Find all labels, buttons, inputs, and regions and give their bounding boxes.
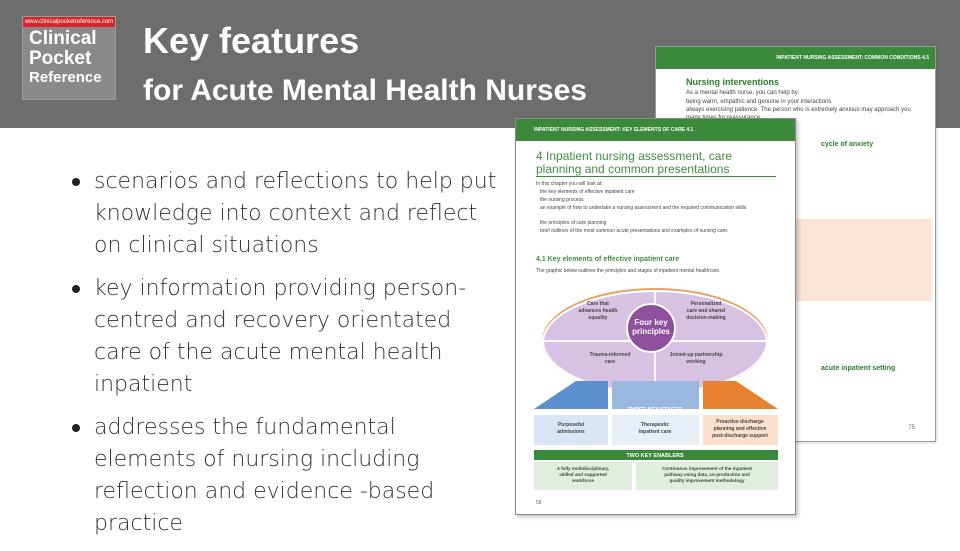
stage-arrow-left [534, 381, 608, 409]
care-principles-diagram [516, 119, 795, 514]
clinical-pocket-reference-logo [22, 16, 116, 100]
quadrant-label-bl: Trauma-informed care [589, 352, 631, 365]
stage-arrow-middle [612, 381, 699, 409]
quadrant-label-tr: Personalized care and shared decision-making [686, 301, 726, 321]
bullet-item [72, 166, 502, 262]
bullet-dot-icon [72, 285, 80, 293]
center-label: Four key principles [632, 318, 670, 336]
stage-arrow-right [703, 381, 778, 409]
section-title: 4.1 Key elements of effective inpatient care [536, 256, 680, 263]
slide-subtitle: for Acute Mental Health Nurses [143, 74, 587, 107]
bullet-item [72, 273, 502, 401]
chapter-list-item: the nursing process [540, 197, 584, 203]
bullet-text: key information providing person-centred and recovery orientated care of the acute mental health inpatient [94, 276, 467, 397]
logo-line-2: Pocket [29, 48, 92, 69]
logo-wordmark [29, 29, 102, 87]
stage-label-2: Therapeutic inpatient care [638, 422, 672, 435]
book-page-front [515, 118, 796, 515]
enabler-label-1: A fully multidisciplinary, skilled and supported workforce [556, 466, 610, 483]
feature-bullet-list [72, 166, 502, 551]
quadrant-label-br: Joined-up partnership working [669, 352, 723, 365]
chapter-list-item: the principles of care planning [540, 220, 607, 226]
back-page-green-heading-1: cycle of anxiety [821, 141, 874, 148]
back-page-header-bar: INPATIENT NURSING ASSESSMENT: COMMON CONDITIONS 4.5 [656, 47, 935, 69]
back-page-intro: As a mental health nurse, you can help by: [686, 90, 800, 96]
chapter-list-item: brief outlines of the most common acute presentations and examples of nursing care. [540, 228, 729, 234]
stage-label-1: Purposeful admissions [557, 422, 585, 435]
logo-line-1: Clinical [29, 28, 97, 49]
back-page-item-2: always exercising patience. The person who is extremely anxious may approach you [686, 107, 911, 113]
bullet-text: scenarios and reflections to help put knowledge into context and reflect on clinical situations [94, 169, 497, 258]
logo-url: www.clinicalpocketreference.com [24, 19, 114, 25]
logo-line-3: Reference [29, 69, 102, 86]
section-intro: The graphic below outlines the principles and stages of inpatient mental healthcare. [536, 268, 721, 274]
front-page-header-bar: INPATIENT NURSING ASSESSMENT: KEY ELEMENTS OF CARE 4.1 [516, 119, 795, 141]
bullet-text: addresses the fundamental elements of nursing including reflection and evidence -based practice [94, 415, 435, 536]
back-page-highlight-box [796, 219, 932, 301]
back-page-item-1: being warm, empathic and genuine in your interactions [686, 99, 832, 105]
back-page-heading: Nursing interventions [686, 77, 780, 87]
bullet-dot-icon [72, 424, 80, 432]
enablers-label: TWO KEY ENABLERS [626, 453, 684, 459]
chapter-title: 4 Inpatient nursing assessment, care planning and common presentations [536, 149, 733, 176]
chapter-intro: In this chapter you will look at: [536, 181, 603, 187]
stages-label: THREE KEY STAGES [627, 407, 683, 413]
bullet-dot-icon [72, 178, 80, 186]
quadrant-label-tl: Care that advances health equality [578, 301, 618, 321]
back-page-green-heading-2: acute inpatient setting [821, 365, 896, 372]
slide-title: Key features [143, 20, 360, 61]
stage-label-3: Proactive discharge planning and effective post-discharge support [712, 419, 768, 439]
enabler-label-2: Continuous improvement of the inpatient pathway using data, co-production and quality improvement methodology [662, 466, 752, 483]
chapter-list-item: the key elements of effective inpatient care [540, 189, 635, 195]
chapter-list-item: an example of how to undertake a nursing assessment and the required communication skills [540, 205, 747, 211]
back-page-number: 75 [908, 425, 915, 431]
front-page-number: 58 [536, 500, 542, 506]
bullet-item [72, 412, 502, 540]
